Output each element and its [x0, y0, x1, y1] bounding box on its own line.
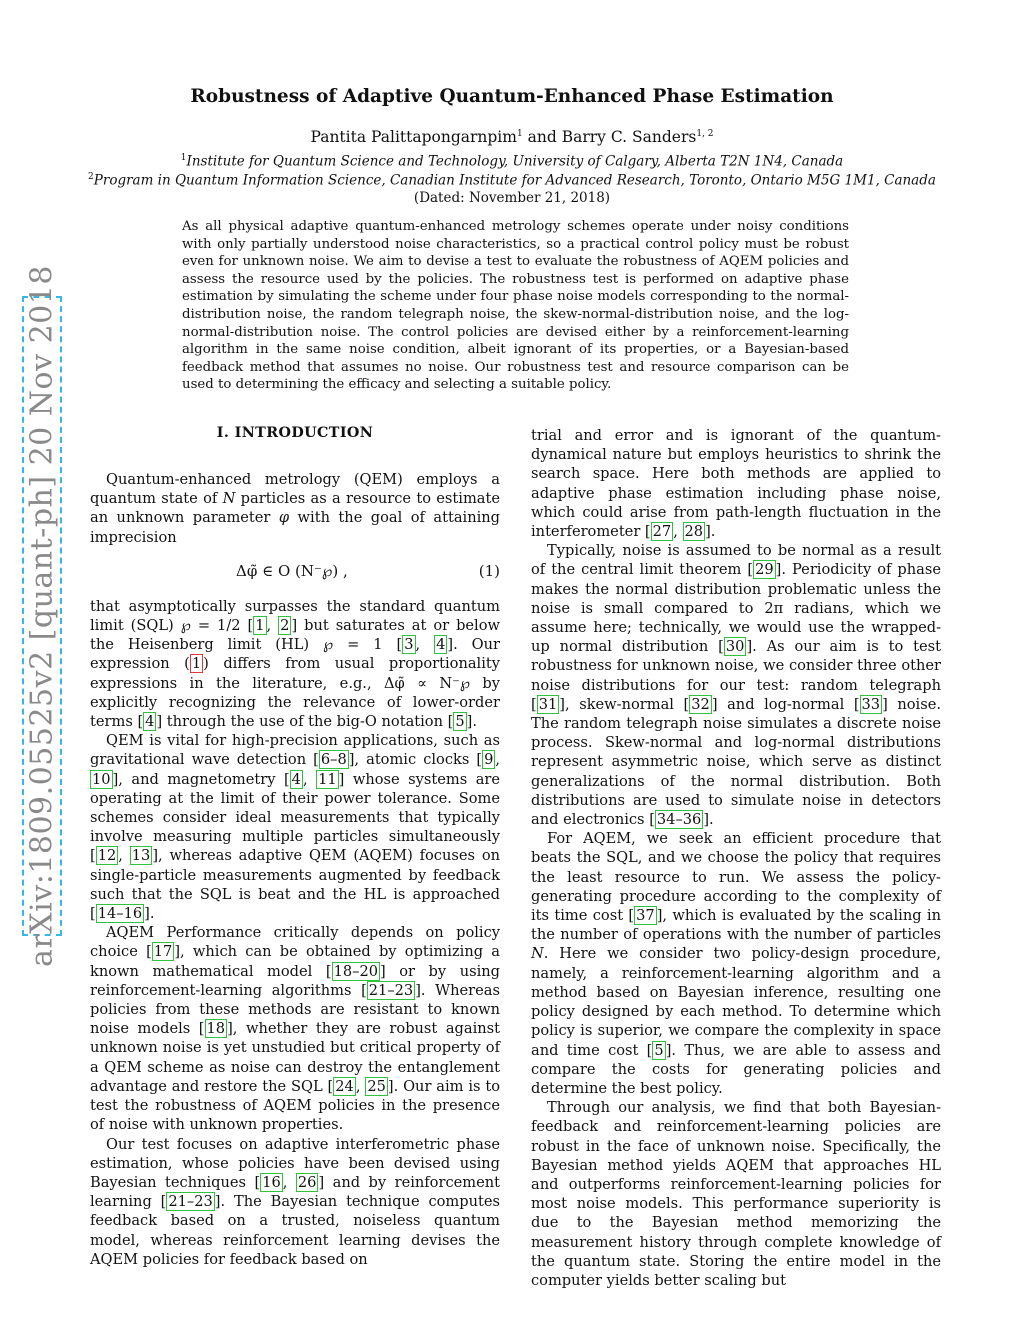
left-paragraph-1: Quantum-enhanced metrology (QEM) employs a quantum state of N particles as a resource to estimate an unknown parameter φ with the goal of attaining imprecision: [90, 471, 501, 546]
citation-link[interactable]: 9: [484, 751, 494, 769]
citation-link[interactable]: 12: [97, 847, 117, 865]
author-2-affiliation-mark: 1, 2: [696, 128, 714, 139]
citation-link[interactable]: 11: [318, 770, 337, 788]
citation-link[interactable]: 28: [684, 523, 704, 541]
equation-1: [90, 553, 500, 593]
citation-link[interactable]: 21–23: [168, 1193, 213, 1211]
citation-link[interactable]: 1: [255, 617, 265, 635]
left-paragraph-5: Our test focuses on adaptive interferometric phase estimation, whose policies have been devised using Bayesian techniques [ 16 , 26 ] and by reinforcement learning [ 21–23 ]. The Bayesian technique computes feedback based on a trusted, noiseless quantum model, whereas reinforcement learning devises the AQEM policies for feedback based on: [90, 1135, 500, 1268]
citation-link[interactable]: 26: [297, 1173, 317, 1191]
citation-link[interactable]: 2: [280, 617, 290, 635]
affiliation-1-text: Institute for Quantum Science and Technology, University of Calgary, Alberta T2N 1N4, Canada: [186, 153, 844, 170]
left-paragraph-3: QEM is vital for high-precision applications, such as gravitational wave detection [ 6–8 ], atomic clocks [ 9 , 10 ], and magnetometry [ 4 , 11 ] whose systems are operating at the limit of their power tolerance. Some schemes consider ideal measurements that typically involve measuring multiple particles simultaneously [ 12 , 13 ], whereas adaptive QEM (AQEM) focuses on single-particle measurements augmented by feedback such that the SQL is beat and the HL is approached [ 14–16 ].: [90, 732, 501, 923]
affiliation-2-mark: 2: [88, 172, 94, 182]
paper-title: Robustness of Adaptive Quantum-Enhanced Phase Estimation: [190, 86, 834, 107]
citation-link[interactable]: 29: [755, 561, 774, 579]
citation-link[interactable]: 18–20: [333, 962, 379, 980]
arxiv-id: arXiv:1809.05525v2 [quant-ph] 20 Nov 2018: [24, 265, 60, 967]
left-paragraph-4: AQEM Performance critically depends on policy choice [ 17 ], which can be obtained by optimizing a known mathematical model [ 18–20 ] or by using reinforcement-learning algorithms [ 21–23 ]. Whereas policies from these methods are resistant to known noise models [ 18 ], whether they are robust against unknown noise is yet unstudied but critical property of a QEM scheme as noise can destroy the entanglement advantage and restore the SQL [ 24 , 25 ]. Our aim is to test the robustness of AQEM policies in the presence of noise with unknown properties.: [90, 924, 500, 1134]
authors: [0, 128, 1024, 146]
right-paragraph-1: trial and error and is ignorant of the quantum-dynamical nature but employs heuristics to shrink the search space. Here both methods are applied to adaptive phase estimation including phase noise, which could arise from path-length fluctuation in the interferometer [ 27 , 28 ].: [531, 427, 941, 541]
citation-link[interactable]: 21–23: [368, 981, 414, 999]
affiliation-1: [0, 153, 1024, 170]
abstract: As all physical adaptive quantum-enhanced metrology schemes operate under noisy conditions with only partially understood noise characteristics, so a practical control policy must be robust even for unknown noise. We aim to devise a test to evaluate the robustness of AQEM policies and assess the resource used by the policies. The robustness test is performed on adaptive phase estimation by simulating the scheme under four phase noise models corresponding to the normal-distribution noise, the random telegraph noise, the skew-normal-distribution noise, and the log-normal-distribution noise. The control policies are devised either by a reinforcement-learning algorithm in the same noise condition, albeit ignorant of its properties, or a Bayesian-based feedback method that assumes no noise. Our robustness test and resource comparison can be used to determining the efficacy and selecting a suitable policy.: [182, 219, 849, 393]
author-1-affiliation-mark: 1: [516, 128, 523, 139]
citation-link[interactable]: 32: [691, 695, 710, 713]
citation-link[interactable]: 33: [861, 695, 881, 713]
citation-link[interactable]: 16: [262, 1173, 281, 1191]
citation-link[interactable]: 14–16: [97, 905, 143, 923]
citation-link[interactable]: 3: [404, 636, 414, 654]
citation-link[interactable]: 17: [153, 943, 173, 961]
citation-link[interactable]: 4: [291, 770, 301, 788]
citation-link[interactable]: 37: [636, 907, 655, 925]
affiliation-2-text: Program in Quantum Information Science, Canadian Institute for Advanced Research, Toronto, Ontario M5G 1M1, Canada: [93, 172, 936, 189]
affiliation-1-mark: 1: [180, 153, 187, 163]
citation-link[interactable]: 30: [725, 638, 745, 656]
affiliation-2: [0, 172, 1024, 189]
author-1: Pantita Palittapongarnpim: [310, 128, 517, 146]
left-column: [90, 424, 500, 1269]
citation-link[interactable]: 4: [145, 713, 155, 731]
author-2: Barry C. Sanders: [561, 128, 697, 146]
citation-link[interactable]: 27: [652, 523, 672, 541]
right-paragraph-2: Typically, noise is assumed to be normal as a result of the central limit theorem [ 29 ]. Periodicity of phase makes the normal distribution problematic unless the noise is small compared to 2π radians, which we assume here; technically, we would use the wrapped-up normal distribution [ 30 ]. As our aim is to test robustness for unknown noise, we consider three other noise distributions for our test: random telegraph [ 31 ], skew-normal [ 32 ] and log-normal [ 33 ] noise. The random telegraph noise simulates a discrete noise process. Skew-normal and log-normal distributions represent asymmetric noise, which serve as distinct generalizations of the normal distribution. Both distributions are used to simulate noise in detectors and electronics [ 34–36 ].: [531, 542, 941, 829]
citation-link[interactable]: 34–36: [656, 811, 702, 829]
equation-1-body: Δφ̃ ∈ O (N⁻℘) ,: [236, 561, 348, 580]
citation-link[interactable]: 10: [92, 770, 111, 788]
citation-link[interactable]: 6–8: [320, 751, 347, 769]
citation-link[interactable]: 24: [335, 1077, 354, 1095]
citation-link[interactable]: 31: [538, 695, 558, 713]
right-column: [531, 426, 941, 1290]
citation-link[interactable]: 13: [131, 847, 151, 865]
citation-link[interactable]: 5: [654, 1041, 664, 1059]
equation-reference-link[interactable]: 1: [191, 655, 202, 673]
citation-link[interactable]: 25: [367, 1077, 386, 1095]
citation-link[interactable]: 4: [436, 636, 446, 654]
equation-1-number: (1): [478, 561, 500, 580]
right-paragraph-4: Through our analysis, we find that both Bayesian-feedback and reinforcement-learning policies are robust in the face of unknown noise. Specifically, the Bayesian method yields AQEM that approaches HL and outperforms reinforcement-learning policies for most noise models. This performance superiority is due to the Bayesian method memorizing the measurement history through complete knowledge of the quantum state. Storing the entire model in the computer yields better scaling but: [531, 1099, 941, 1289]
date-line: (Dated: November 21, 2018): [413, 190, 611, 206]
left-paragraph-2: that asymptotically surpasses the standard quantum limit (SQL) ℘ = 1/2 [ 1 , 2 ] but saturates at or below the Heisenberg limit (HL) ℘ = 1 [ 3 , 4 ]. Our expression ( 1 ) differs from usual proportionality expressions in the literature, e.g., Δφ̃ ∝ N⁻℘ by explicitly recognizing the relevance of lower-order terms [ 4 ] through the use of the big-O notation [ 5 ].: [90, 597, 501, 731]
arxiv-stamp: [22, 265, 62, 967]
section-heading: I. INTRODUCTION: [216, 425, 374, 441]
citation-link[interactable]: 5: [455, 713, 465, 731]
right-paragraph-3: For AQEM, we seek an efficient procedure that beats the SQL, and we choose the policy that requires the least resource to run. We assess the policy-generating procedure according to the complexity of its time cost [ 37 ], which is evaluated by the scaling in the number of operations with the number of particles N. Here we consider two policy-design procedure, namely, a reinforcement-learning algorithm and a method based on Bayesian inference, resulting one policy designed by each method. To determine which policy is superior, we compare the complexity in space and time cost [ 5 ]. Thus, we are able to assess and compare the costs for generating policies and determine the best policy.: [531, 830, 942, 1097]
authors-and: and: [527, 128, 557, 146]
citation-link[interactable]: 18: [206, 1020, 226, 1038]
